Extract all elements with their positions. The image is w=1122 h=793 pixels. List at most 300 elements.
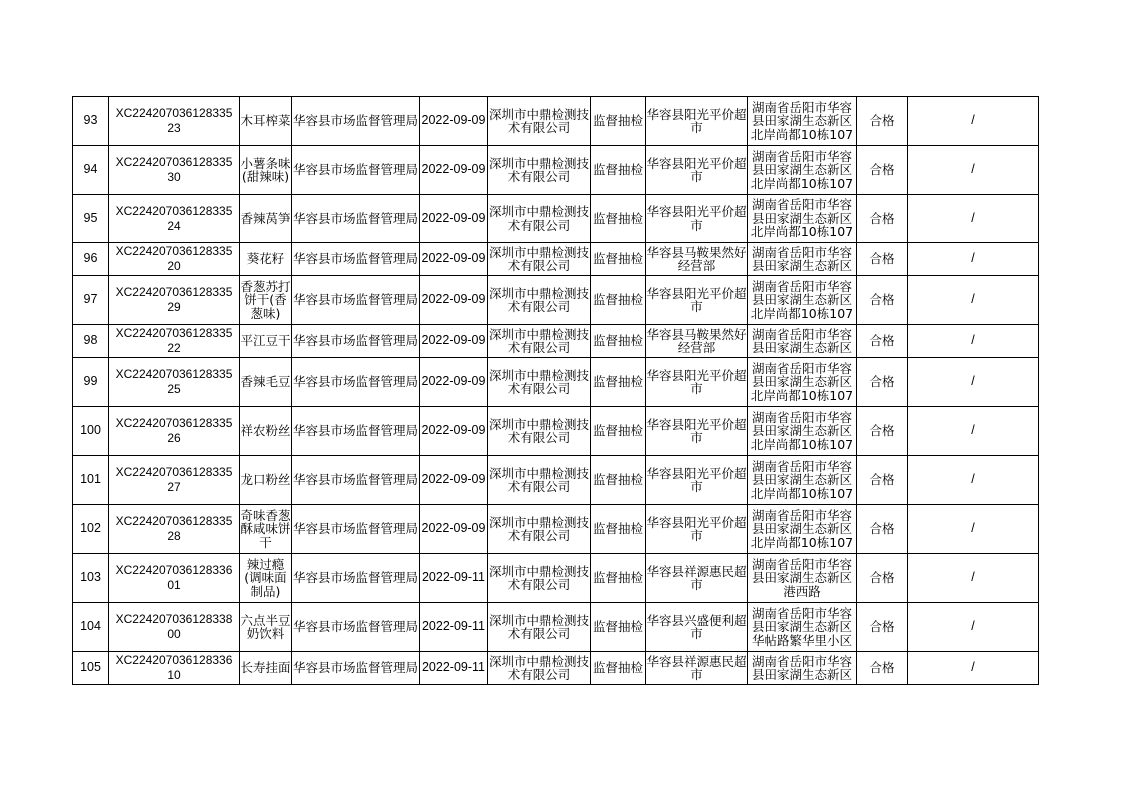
store-text: 华容县阳光平价超市 <box>646 466 747 494</box>
remark-text: / <box>971 620 975 634</box>
product-name-cell <box>240 276 292 325</box>
remark-cell <box>908 195 1039 243</box>
remark-cell <box>908 554 1039 603</box>
store-cell <box>646 554 748 603</box>
inspection-type-text: 监督抽检 <box>592 211 643 226</box>
row-number-cell <box>73 97 109 146</box>
product-name-text: 香辣莴笋 <box>240 211 291 226</box>
product-name-text: 木耳榨菜 <box>240 114 291 128</box>
sample-code-text: XC22420703612833523 <box>115 106 233 135</box>
remark-cell <box>908 146 1039 195</box>
lab-cell <box>488 505 591 554</box>
result-text: 合格 <box>869 293 895 307</box>
result-cell <box>857 652 908 685</box>
date-cell <box>420 603 488 652</box>
row-number-cell <box>73 407 109 456</box>
address-cell <box>748 456 857 505</box>
agency-text: 华容县市场监督管理局 <box>292 620 418 634</box>
lab-text: 深圳市中鼎检测技术有限公司 <box>488 156 589 184</box>
result-text: 合格 <box>869 334 895 348</box>
date-cell <box>420 407 488 456</box>
lab-text: 深圳市中鼎检测技术有限公司 <box>488 205 589 232</box>
date-text: 2022-09-09 <box>421 163 486 177</box>
sample-code-cell <box>109 456 240 505</box>
product-name-text: 葵花籽 <box>246 252 285 266</box>
remark-text: / <box>971 114 975 128</box>
remark-cell <box>908 243 1039 276</box>
table-row <box>73 243 1039 276</box>
lab-cell <box>488 97 591 146</box>
product-name-cell <box>240 603 292 652</box>
date-text: 2022-09-09 <box>421 334 486 348</box>
product-name-cell <box>240 456 292 505</box>
sample-code-text: XC22420703612833527 <box>115 465 233 494</box>
result-cell <box>857 603 908 652</box>
store-cell <box>646 603 748 652</box>
agency-text: 华容县市场监督管理局 <box>292 375 418 389</box>
date-cell <box>420 325 488 358</box>
date-cell <box>420 358 488 407</box>
remark-text: / <box>971 661 975 675</box>
row-number-cell <box>73 325 109 358</box>
remark-text: / <box>971 211 975 225</box>
sample-code-cell <box>109 505 240 554</box>
result-text: 合格 <box>869 661 895 675</box>
product-name-text: 祥农粉丝 <box>240 424 291 438</box>
inspection-type-text: 监督抽检 <box>592 334 643 348</box>
row-number-text: 101 <box>80 473 101 487</box>
sample-code-text: XC22420703612833601 <box>115 563 233 592</box>
sample-code-cell <box>109 407 240 456</box>
date-text: 2022-09-11 <box>421 620 485 634</box>
lab-cell <box>488 195 591 243</box>
address-text: 湖南省岳阳市华容县田家湖生态新区北岸尚都10栋107 <box>750 100 854 142</box>
inspection-type-text: 监督抽检 <box>592 522 643 536</box>
result-cell <box>857 358 908 407</box>
store-cell <box>646 325 748 358</box>
inspection-type-text: 监督抽检 <box>592 620 643 634</box>
sample-code-text: XC22420703612833522 <box>115 326 233 355</box>
store-cell <box>646 195 748 243</box>
store-cell <box>646 652 748 685</box>
result-text: 合格 <box>869 211 895 226</box>
product-name-text: 香葱苏打饼干(香葱味) <box>240 279 291 321</box>
product-name-text: 辣过瘾(调味面制品) <box>244 557 287 599</box>
address-text: 湖南省岳阳市华容县田家湖生态新区北岸尚都10栋107 <box>750 410 854 452</box>
address-cell <box>748 97 857 146</box>
row-number-text: 105 <box>80 661 101 675</box>
inspection-type-text: 监督抽检 <box>592 163 643 177</box>
remark-text: / <box>971 293 975 307</box>
store-cell <box>646 146 748 195</box>
row-number-cell <box>73 358 109 407</box>
store-text: 华容县阳光平价超市 <box>646 515 747 543</box>
address-cell <box>748 243 857 276</box>
store-text: 华容县阳光平价超市 <box>646 368 747 396</box>
date-cell <box>420 146 488 195</box>
lab-text: 深圳市中鼎检测技术有限公司 <box>488 654 589 682</box>
agency-text: 华容县市场监督管理局 <box>292 252 418 266</box>
address-text: 湖南省岳阳市华容县田家湖生态新区北岸尚都10栋107 <box>750 198 854 239</box>
result-text: 合格 <box>869 473 895 487</box>
date-cell <box>420 243 488 276</box>
lab-cell <box>488 358 591 407</box>
sample-code-cell <box>109 325 240 358</box>
sample-code-text: XC22420703612833528 <box>115 514 233 543</box>
remark-cell <box>908 603 1039 652</box>
table-row <box>73 146 1039 195</box>
agency-text: 华容县市场监督管理局 <box>292 661 418 675</box>
remark-cell <box>908 276 1039 325</box>
address-text: 湖南省岳阳市华容县田家湖生态新区 <box>751 654 852 682</box>
lab-cell <box>488 554 591 603</box>
agency-cell <box>292 146 420 195</box>
address-cell <box>748 276 857 325</box>
sample-code-text: XC22420703612833526 <box>115 416 233 445</box>
address-text: 湖南省岳阳市华容县田家湖生态新区华帖路繁华里小区 <box>751 606 852 648</box>
lab-cell <box>488 146 591 195</box>
sample-code-cell <box>109 603 240 652</box>
agency-cell <box>292 243 420 276</box>
row-number-cell <box>73 243 109 276</box>
remark-text: / <box>971 375 975 389</box>
agency-cell <box>292 325 420 358</box>
result-text: 合格 <box>869 571 895 585</box>
store-cell <box>646 505 748 554</box>
remark-text: / <box>971 571 975 585</box>
inspection-results-table <box>72 96 1039 685</box>
lab-cell <box>488 652 591 685</box>
inspection-type-cell <box>591 243 646 276</box>
result-text: 合格 <box>869 620 895 634</box>
result-cell <box>857 325 908 358</box>
store-cell <box>646 276 748 325</box>
table-row <box>73 603 1039 652</box>
address-text: 湖南省岳阳市华容县田家湖生态新区北岸尚都10栋107 <box>750 508 854 550</box>
sample-code-cell <box>109 97 240 146</box>
address-cell <box>748 505 857 554</box>
remark-cell <box>908 325 1039 358</box>
inspection-type-cell <box>591 146 646 195</box>
lab-cell <box>488 456 591 505</box>
row-number-text: 97 <box>83 293 98 307</box>
table-row <box>73 505 1039 554</box>
result-cell <box>857 456 908 505</box>
remark-cell <box>908 358 1039 407</box>
product-name-cell <box>240 146 292 195</box>
lab-text: 深圳市中鼎检测技术有限公司 <box>488 245 589 273</box>
inspection-type-text: 监督抽检 <box>592 661 643 675</box>
address-text: 湖南省岳阳市华容县田家湖生态新区北岸尚都10栋107 <box>750 279 854 321</box>
result-text: 合格 <box>869 375 895 389</box>
product-name-text: 六点半豆奶饮料 <box>240 613 291 641</box>
sample-code-text: XC22420703612833520 <box>115 244 233 273</box>
product-name-cell <box>240 243 292 276</box>
store-text: 华容县兴盛便利超市 <box>646 613 747 641</box>
inspection-type-cell <box>591 195 646 243</box>
inspection-type-cell <box>591 652 646 685</box>
date-text: 2022-09-09 <box>421 522 486 536</box>
inspection-type-text: 监督抽检 <box>592 252 643 266</box>
result-text: 合格 <box>869 163 895 177</box>
agency-cell <box>292 97 420 146</box>
date-text: 2022-09-09 <box>421 473 486 487</box>
address-text: 湖南省岳阳市华容县田家湖生态新区北岸尚都10栋107 <box>750 459 854 501</box>
agency-cell <box>292 407 420 456</box>
date-text: 2022-09-09 <box>421 293 486 307</box>
inspection-type-text: 监督抽检 <box>592 473 643 487</box>
inspection-type-text: 监督抽检 <box>592 375 643 389</box>
sample-code-cell <box>109 358 240 407</box>
table-row <box>73 407 1039 456</box>
result-text: 合格 <box>869 114 895 128</box>
product-name-cell <box>240 505 292 554</box>
agency-text: 华容县市场监督管理局 <box>292 522 418 536</box>
remark-cell <box>908 505 1039 554</box>
store-text: 华容县祥源惠民超市 <box>646 564 747 592</box>
store-text: 华容县阳光平价超市 <box>646 107 747 135</box>
date-cell <box>420 505 488 554</box>
remark-cell <box>908 97 1039 146</box>
lab-cell <box>488 603 591 652</box>
store-text: 华容县阳光平价超市 <box>646 205 747 232</box>
table-row <box>73 652 1039 685</box>
date-cell <box>420 276 488 325</box>
store-text: 华容县阳光平价超市 <box>646 286 747 314</box>
remark-text: / <box>971 473 975 487</box>
date-text: 2022-09-09 <box>421 211 486 225</box>
inspection-type-text: 监督抽检 <box>592 571 643 585</box>
result-cell <box>857 554 908 603</box>
sample-code-text: XC22420703612833525 <box>115 367 233 396</box>
product-name-text: 平江豆干 <box>240 334 291 348</box>
store-text: 华容县马鞍果然好经营部 <box>646 245 747 273</box>
remark-cell <box>908 407 1039 456</box>
row-number-text: 98 <box>83 334 98 348</box>
agency-text: 华容县市场监督管理局 <box>292 163 418 177</box>
store-cell <box>646 407 748 456</box>
agency-cell <box>292 276 420 325</box>
inspection-type-text: 监督抽检 <box>592 293 643 307</box>
row-number-text: 100 <box>80 424 101 438</box>
address-text: 湖南省岳阳市华容县田家湖生态新区北岸尚都10栋107 <box>750 361 854 403</box>
lab-text: 深圳市中鼎检测技术有限公司 <box>488 368 589 396</box>
inspection-type-cell <box>591 97 646 146</box>
product-name-text: 香辣毛豆 <box>240 375 291 389</box>
store-cell <box>646 358 748 407</box>
row-number-cell <box>73 505 109 554</box>
date-text: 2022-09-09 <box>421 252 486 266</box>
date-text: 2022-09-09 <box>421 375 486 389</box>
lab-text: 深圳市中鼎检测技术有限公司 <box>488 107 589 135</box>
date-text: 2022-09-11 <box>421 571 485 585</box>
store-cell <box>646 97 748 146</box>
agency-text: 华容县市场监督管理局 <box>292 211 418 226</box>
lab-text: 深圳市中鼎检测技术有限公司 <box>488 466 589 494</box>
address-cell <box>748 195 857 243</box>
row-number-cell <box>73 603 109 652</box>
agency-cell <box>292 358 420 407</box>
address-text: 湖南省岳阳市华容县田家湖生态新区港西路 <box>751 557 852 599</box>
result-text: 合格 <box>869 252 895 266</box>
agency-text: 华容县市场监督管理局 <box>292 571 418 585</box>
date-cell <box>420 456 488 505</box>
result-cell <box>857 97 908 146</box>
store-text: 华容县阳光平价超市 <box>646 417 747 445</box>
date-text: 2022-09-11 <box>421 661 485 675</box>
row-number-cell <box>73 554 109 603</box>
result-cell <box>857 276 908 325</box>
row-number-text: 94 <box>83 163 98 177</box>
result-cell <box>857 243 908 276</box>
lab-text: 深圳市中鼎检测技术有限公司 <box>488 613 589 641</box>
lab-text: 深圳市中鼎检测技术有限公司 <box>488 327 589 355</box>
row-number-text: 103 <box>80 571 101 585</box>
inspection-type-cell <box>591 505 646 554</box>
address-cell <box>748 407 857 456</box>
sample-code-cell <box>109 243 240 276</box>
remark-text: / <box>971 252 975 266</box>
sample-code-text: XC22420703612833529 <box>115 285 233 314</box>
lab-cell <box>488 325 591 358</box>
sample-code-text: XC22420703612833524 <box>115 203 233 233</box>
row-number-cell <box>73 456 109 505</box>
row-number-text: 93 <box>83 114 98 128</box>
agency-cell <box>292 456 420 505</box>
address-cell <box>748 325 857 358</box>
agency-text: 华容县市场监督管理局 <box>292 334 418 348</box>
date-cell <box>420 554 488 603</box>
remark-text: / <box>971 522 975 536</box>
table-row <box>73 456 1039 505</box>
inspection-type-text: 监督抽检 <box>592 114 643 128</box>
address-cell <box>748 652 857 685</box>
sample-code-text: XC22420703612833610 <box>115 653 233 682</box>
sample-code-cell <box>109 276 240 325</box>
lab-text: 深圳市中鼎检测技术有限公司 <box>488 417 589 445</box>
row-number-cell <box>73 146 109 195</box>
row-number-text: 104 <box>80 620 101 634</box>
row-number-text: 96 <box>83 252 98 266</box>
lab-text: 深圳市中鼎检测技术有限公司 <box>488 515 589 543</box>
lab-text: 深圳市中鼎检测技术有限公司 <box>488 564 589 592</box>
store-cell <box>646 456 748 505</box>
date-text: 2022-09-09 <box>421 114 486 128</box>
agency-cell <box>292 603 420 652</box>
store-text: 华容县祥源惠民超市 <box>646 654 747 682</box>
table-row <box>73 325 1039 358</box>
lab-cell <box>488 407 591 456</box>
product-name-cell <box>240 652 292 685</box>
inspection-type-cell <box>591 554 646 603</box>
product-name-cell <box>240 325 292 358</box>
date-cell <box>420 652 488 685</box>
agency-cell <box>292 505 420 554</box>
inspection-type-cell <box>591 407 646 456</box>
product-name-text: 长寿挂面 <box>240 661 291 675</box>
agency-text: 华容县市场监督管理局 <box>292 293 418 307</box>
address-cell <box>748 554 857 603</box>
row-number-text: 95 <box>83 211 98 225</box>
row-number-cell <box>73 652 109 685</box>
agency-cell <box>292 195 420 243</box>
inspection-type-cell <box>591 456 646 505</box>
store-text: 华容县阳光平价超市 <box>646 156 747 184</box>
product-name-cell <box>240 407 292 456</box>
sample-code-text: XC22420703612833800 <box>115 612 233 641</box>
agency-text: 华容县市场监督管理局 <box>292 114 418 128</box>
address-cell <box>748 603 857 652</box>
lab-cell <box>488 243 591 276</box>
date-cell <box>420 97 488 146</box>
table-body <box>73 97 1039 685</box>
agency-cell <box>292 554 420 603</box>
table-row <box>73 97 1039 146</box>
table-row <box>73 276 1039 325</box>
date-text: 2022-09-09 <box>421 424 486 438</box>
remark-cell <box>908 456 1039 505</box>
remark-text: / <box>971 424 975 438</box>
row-number-cell <box>73 276 109 325</box>
sample-code-text: XC22420703612833530 <box>115 155 233 184</box>
row-number-text: 99 <box>83 375 98 389</box>
date-cell <box>420 195 488 243</box>
inspection-type-cell <box>591 325 646 358</box>
product-name-cell <box>240 97 292 146</box>
agency-text: 华容县市场监督管理局 <box>292 473 418 487</box>
result-text: 合格 <box>869 424 895 438</box>
result-cell <box>857 505 908 554</box>
sample-code-cell <box>109 554 240 603</box>
address-text: 湖南省岳阳市华容县田家湖生态新区北岸尚都10栋107 <box>750 149 854 191</box>
result-cell <box>857 407 908 456</box>
inspection-type-cell <box>591 603 646 652</box>
result-cell <box>857 195 908 243</box>
product-name-cell <box>240 195 292 243</box>
inspection-type-cell <box>591 276 646 325</box>
table-row <box>73 554 1039 603</box>
product-name-text: 龙口粉丝 <box>240 473 291 487</box>
store-text: 华容县马鞍果然好经营部 <box>646 327 747 355</box>
address-cell <box>748 358 857 407</box>
inspection-type-text: 监督抽检 <box>592 424 643 438</box>
result-cell <box>857 146 908 195</box>
product-name-cell <box>240 358 292 407</box>
inspection-type-cell <box>591 358 646 407</box>
sample-code-cell <box>109 146 240 195</box>
lab-cell <box>488 276 591 325</box>
row-number-text: 102 <box>80 522 101 536</box>
product-name-text: 奇味香葱酥咸味饼干 <box>240 508 291 550</box>
table-row <box>73 195 1039 243</box>
agency-text: 华容县市场监督管理局 <box>292 424 418 438</box>
store-cell <box>646 243 748 276</box>
result-text: 合格 <box>869 522 895 536</box>
address-text: 湖南省岳阳市华容县田家湖生态新区 <box>751 327 852 355</box>
sample-code-cell <box>109 195 240 243</box>
address-text: 湖南省岳阳市华容县田家湖生态新区 <box>751 245 852 273</box>
lab-text: 深圳市中鼎检测技术有限公司 <box>488 286 589 314</box>
agency-cell <box>292 652 420 685</box>
sample-code-cell <box>109 652 240 685</box>
row-number-cell <box>73 195 109 243</box>
remark-text: / <box>971 163 975 177</box>
table-row <box>73 358 1039 407</box>
product-name-cell <box>240 554 292 603</box>
product-name-text: 小薯条味(甜辣味) <box>240 156 291 184</box>
remark-text: / <box>971 334 975 348</box>
remark-cell <box>908 652 1039 685</box>
